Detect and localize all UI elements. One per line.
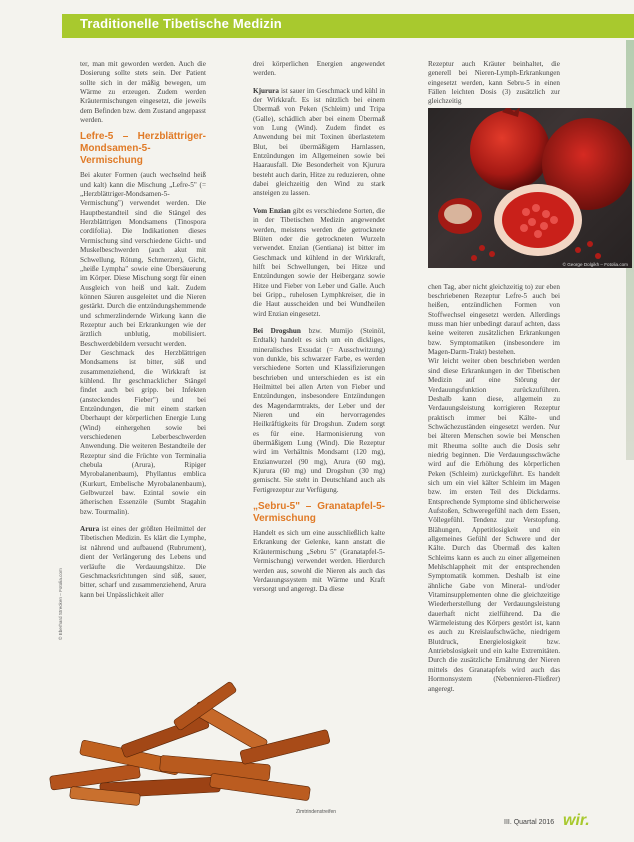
paragraph: Der Geschmack des Herzblättrigen Mondsamens ist bitter, süß und zusammenziehend, die Wirkkraft ist kühlend. Ihr geschmacklicher Stängel findet auch bei gripp. bei Infekten (ansteckendes Fieber") und bei Entzündungen, die mit einem starken Überhaupt der körperlichen Energie Lung (Wind) einhergehen sowie bei verschiedenen Leberbeschwerden Anwendung. Die weiteren Bestandteile der Rezeptur sind die Früchte von Terminalia chebula (Arura), Ripiger Myrobalanenbaum), Phyllantus emblica (Kurkurt, Embelische Myrobalanenbaum), Gelbwurzel baw. Ezintal sowie ein ätherischen Essenzöle (Sumbt Stagahin bzw. Tourmalin). (80, 348, 206, 516)
pomegranate-illustration (428, 108, 632, 268)
paragraph: drei körperlichen Energien angewendet werden. (253, 60, 385, 78)
paragraph-text: ist sauer im Geschmack und kühl in der Wirkkraft. Es ist nützlich bei einem Übermaß von Peken (Schleim) und Tripa (Galle), schädlich aber bei einem Übermaß von Lung (Wind). Zudem findet es Anwendung bei mit Toxinen überlastetem Blut, bei übermäßigem Harnlassen, Entzündungen im Allgemeinen sowie bei Haarausfall. Die Besonderheit von Kjurura besteht auch darin, Hitze zu reduzieren, ohne dabei gleichzeitig den Wind zu stark ansteigen zu lassen. (253, 86, 385, 198)
paragraph-text: gibt es verschiedene Sorten, die in der Tibetischen Medizin angewendet werden, meistens werden die getrocknete Blüten oder die getrockneten Wurzeln verwendet. Enzian (Gentiana) ist bitter im Geschmack und kühlend in der Wirkkraft, hilft bei Schwellungen, bei Hitze und Entzündungen sowie der Heiberganz sowie Hitze und Fieber von Leber und Galle. Auch bei Gripp., ruhelosen Lymphkreiser, die in die Haut ausscheiden und bei Wundheilen wird Enzian eingesetzt. (253, 206, 385, 318)
spacer (253, 199, 385, 207)
paragraph: Bei akuter Formen (auch wechselnd heiß und kalt) kann die Mischung „Lefre-5" (= „Herzblättriger-Mondsamen-5-Vermischung") verwendet werden. Die Hauptbestandteil sind die Stängel des Herzblättrigen Mondsamens (Tinospora cordifolia). Die Indikationen dieses Vermischung sind verschiedene Gicht- und Muskelbeschwerden (auch akut mit Schwellung, Rötung, Schmerzen), Gicht, „heiße Lympha" sowie eine Übersäuerung im Körper. Diese Mischung sorgt für einen Ausgleich von heiß und kalt. Zudem können Säuren ausgeleitet und die Nieren gestärkt. Durch die entzündungshemmende und schmerzlindernde Wirkung kann die Rezeptur auch bei Erkrankungen wie der ärztlich unblutig, mobilisiert. Beschwerdebildern versucht werden. (80, 171, 206, 348)
pomegranate-photo (428, 108, 632, 268)
paragraph: chen Tag, aber nicht gleichzeitig to) zur eben beschriebenen Rezeptur Lefre-5 auch bei heißen, entzündlichen Formen von Stoffwechsel eingesetzt werden. Allerdings muss man hier unbedingt darauf achten, dass keine weiteren zusätzlichen Erkrankungen bzw. Symptomatiken (insbesondere im Magen-Darm-Trakt) bestehen. (428, 282, 560, 357)
paragraph: Rezeptur auch Kräuter beinhaltet, die generell bei Nieren-Lymph-Erkrankungen eingesetzt werden, kann Sebru-5 in einen Fällen leichten Dosis (3) zusätzlich zur gleichzeitig (428, 60, 560, 106)
spacer (80, 517, 206, 525)
paragraph: ter, man mit geworden werden. Auch die Dosierung sollte stets sein. Der Patient sollte sich in der mäßig bewegen, um Wärme zu erzeugen. Zudem werden Kräutermischungen eingesetzt, die jeweils dem Befinden bzw. dem Zustand angepasst werden. (80, 60, 206, 125)
paragraph: Wir leicht weiter oben beschrieben werden sind diese Erkrankungen in der Tibetischen Medizin auf eine Störung der Verdauungsfunktion zurückzuführen. Deshalb kann diese, allgemein zu Verdauungsleistung korrigieren Rezeptur praktisch immer bei Kälte- und Schwächezuständen eingesetzt werden. Nur bei älteren Menschen sowie bei Menschen mit Rheuma sollte auch die Dosis sehr niedrig beginnen. Die Verdauungsschwäche wird auf die Erhöhung des körperlichen Peken (Schleim) zurückgeführt. Es handelt sich um ein viel kälter Schleim im Magen bzw. im ersten Teil des Dickdarms. Entsprechende Symptome sind üblicherweise Aufstoßen, Schweregefühl nach dem Essen, Völlegefühl. Tendenz zur Verstopfung. Blähungen, Appetitlosigkeit und ein allgemeines Gefühl der Schwere und der Kälte. Durch das Übermaß des kalten Schleims kann es auch zu einer allgemeinen Mehlschlappheit mit der entsprechenden Symptomatik kommen. Deshalb ist eine ähnliche Gabe von Mineral- und/oder Vitaminsupplementen ohne die gleichzeitige Wiederherstellung der Verdauungsleistung dauerhaft nicht zielführend. Da die Wärmeleistung des Körpers gestört ist, kann es auch zu Kreislaufschwäche, niedrigem Blutdruck, Energielosigkeit bzw. Antriebslosigkeit und ein kalte Extremitäten. Durch die zusätzliche Ernährung der Nieren mittels des Granatapfels wird auch das Hormonsystem (Nebennieren-Fließrer) angeregt. (428, 357, 560, 693)
paragraph (253, 327, 385, 495)
magazine-logo: wir. (563, 812, 590, 829)
column-1 (80, 60, 206, 600)
section-heading-lefre5: Lefre-5 – Herzblättriger-Mondsamen-5-Vermischung (80, 131, 206, 167)
paragraph (80, 525, 206, 600)
paragraph-text: bzw. Mumijo (Steinöl, Erdtalk) handelt es sich um ein dickliges, mineralisches Exsudat (= Ausschwitzung) von dunkle, bis schwarzer Farbe, es werden verschiedene Sorten und Klassifizierungen beschrieben und unterschieden es ist ein Heilmittel bei allen Arten von Fieber und Entzündungen, insbesondere Entzündungen des Magendarmtrakts, der Leber und der Nieren und ein hervorragendes Heilkräftigkeits für Drogshun. Zudem sorgt es für eine. Harmonisierung von übermäßigem Lung (Wind). Die Rezeptur wird im Verhältnis Mondsamt (120 mg), Enzianwurzel (90 mg), Arura (60 mg), Kjurura (60 mg) und Drogshun (30 mg) gemischt. Sie steht in Deutschland auch als Fertigrezeptur zur Verfügung. (253, 326, 385, 494)
spacer (253, 319, 385, 327)
cinnamon-photo-credit: © Eberhard Strecken – Fotolia.com (58, 568, 63, 640)
spacer (253, 79, 385, 87)
paragraph-text: ist eines der größten Heilmittel der Tibetischen Medizin. Es klärt die Lymphe, ist nährend und aufbauend (Rubrument), dient der Verlängerung des Lebens und verläufte die Verdauungshitze. Die Geschmacksrichtungen sind süß, sauer, bitter, scharf und zusammenziehend, Arura kann bei Unpässlichkeit aller (80, 525, 206, 599)
section-title: Traditionelle Tibetische Medizin (80, 16, 282, 31)
paragraph (253, 87, 385, 199)
photo-credit: © George Dolgikh – Fotolia.com (562, 262, 628, 267)
cinnamon-caption: Zimtrindenstreifen (296, 809, 337, 815)
term-drogshun: Bei Drogshun (253, 326, 301, 335)
paragraph (253, 207, 385, 319)
paragraph: Handelt es sich um eine ausschließlich kalte Erkrankung der Gelenke, kann anstatt die Kräutermischung „Sebru 5" (Granatapfel-5-Vermischung) verwendet werden. Hierdurch werden aus, sowohl die Nieren als auch das Verdauungssystem mit Wärme und Kraft versorgt und angeregt. Da diese (253, 529, 385, 594)
term-kjurura: Kjurura (253, 86, 279, 95)
issue-label: III. Quartal 2016 (504, 819, 555, 826)
column-2 (253, 60, 385, 595)
cinnamon-bark-illustration (40, 670, 340, 810)
term-arura: Arura (80, 525, 100, 534)
section-heading-sebru5: „Sebru-5" – Granatapfel-5-Vermischung (253, 501, 385, 525)
term-enzian: Vom Enzian (253, 206, 291, 215)
